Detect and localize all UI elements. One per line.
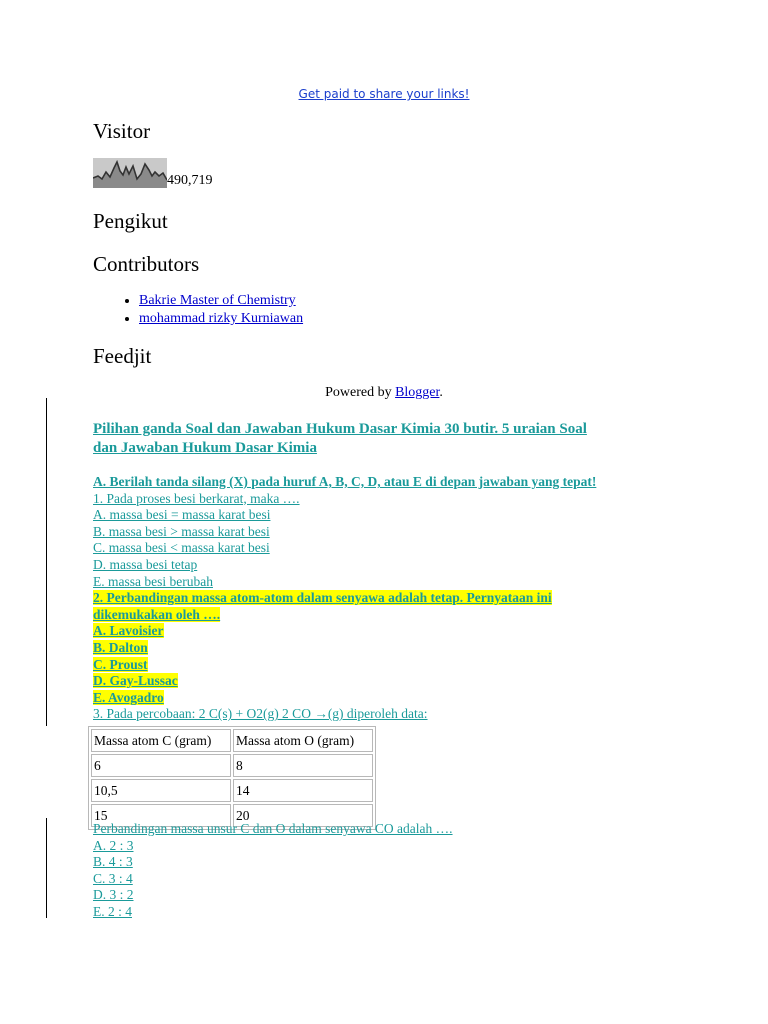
table-header-cell: Massa atom O (gram) bbox=[233, 729, 373, 752]
option: E. 2 : 4 bbox=[93, 903, 132, 919]
table-row bbox=[91, 754, 373, 777]
table-cell: 15 bbox=[91, 804, 231, 827]
option: D. 3 : 2 bbox=[93, 887, 134, 903]
promo-link[interactable]: Get paid to share your links! bbox=[298, 87, 470, 101]
visitor-counter bbox=[93, 158, 213, 188]
table-cell: 14 bbox=[233, 779, 373, 802]
left-margin-line bbox=[46, 818, 47, 918]
contributor-link[interactable]: mohammad rizky Kurniawan bbox=[139, 311, 304, 326]
option: D. Gay-Lussac bbox=[93, 673, 178, 689]
feedjit-heading: Feedjit bbox=[93, 344, 152, 368]
visitor-sparkline-icon bbox=[93, 158, 167, 188]
option: E. massa besi berubah bbox=[93, 573, 213, 589]
table-cell: 10,5 bbox=[91, 779, 231, 802]
question-1: 1. Pada proses besi berkarat, maka …. bbox=[93, 490, 300, 506]
option: A. Lavoisier bbox=[93, 623, 164, 639]
table-cell: 8 bbox=[233, 754, 373, 777]
table-header-row bbox=[91, 729, 373, 752]
option: B. Dalton bbox=[93, 639, 148, 655]
question-3: 3. Pada percobaan: 2 C(s) + O2(g) 2 CO →(g) diperoleh data: bbox=[93, 706, 428, 722]
post-title-line[interactable]: dan Jawaban Hukum Dasar Kimia bbox=[93, 440, 317, 456]
left-margin-line bbox=[46, 398, 47, 726]
option: C. 3 : 4 bbox=[93, 870, 133, 886]
contributor-link[interactable]: Bakrie Master of Chemistry bbox=[139, 293, 296, 308]
data-table bbox=[88, 726, 376, 830]
contributors-heading: Contributors bbox=[93, 252, 200, 276]
option: C. massa besi < massa karat besi bbox=[93, 540, 270, 556]
option: E. Avogadro bbox=[93, 689, 164, 705]
powered-suffix: . bbox=[439, 385, 443, 400]
blogger-link[interactable]: Blogger bbox=[395, 385, 440, 400]
post-content bbox=[93, 474, 693, 723]
table-cell: 20 bbox=[233, 804, 373, 827]
post-title-line[interactable]: Pilihan ganda Soal dan Jawaban Hukum Dasar Kimia 30 butir. 5 uraian Soal bbox=[93, 421, 587, 437]
promo-banner bbox=[0, 87, 768, 101]
list-item bbox=[139, 292, 303, 310]
question-3-followup: Perbandingan massa unsur C dan O dalam senyawa CO adalah …. bbox=[93, 821, 453, 836]
followers-heading: Pengikut bbox=[93, 209, 168, 233]
visitor-heading: Visitor bbox=[93, 119, 151, 143]
question-2: dikemukakan oleh …. bbox=[93, 606, 221, 622]
table-header-cell: Massa atom C (gram) bbox=[91, 729, 231, 752]
option: C. Proust bbox=[93, 656, 148, 672]
option: A. massa besi = massa karat besi bbox=[93, 507, 271, 523]
table-cell: 6 bbox=[91, 754, 231, 777]
option: A. 2 : 3 bbox=[93, 837, 134, 853]
option: B. 4 : 3 bbox=[93, 854, 133, 870]
powered-by bbox=[0, 385, 768, 401]
powered-prefix: Powered by bbox=[325, 385, 396, 400]
post-content-continued bbox=[93, 821, 693, 921]
list-item bbox=[139, 310, 303, 328]
option: B. massa besi > massa karat besi bbox=[93, 523, 270, 539]
visitor-count: 490,719 bbox=[167, 173, 213, 188]
option: D. massa besi tetap bbox=[93, 556, 198, 572]
question-2: 2. Perbandingan massa atom-atom dalam senyawa adalah tetap. Pernyataan ini bbox=[93, 590, 552, 606]
contributors-list bbox=[93, 292, 303, 328]
table-row bbox=[91, 779, 373, 802]
post-title[interactable] bbox=[93, 420, 683, 458]
section-instruction: A. Berilah tanda silang (X) pada huruf A, B, C, D, atau E di depan jawaban yang tepat! bbox=[93, 474, 597, 489]
